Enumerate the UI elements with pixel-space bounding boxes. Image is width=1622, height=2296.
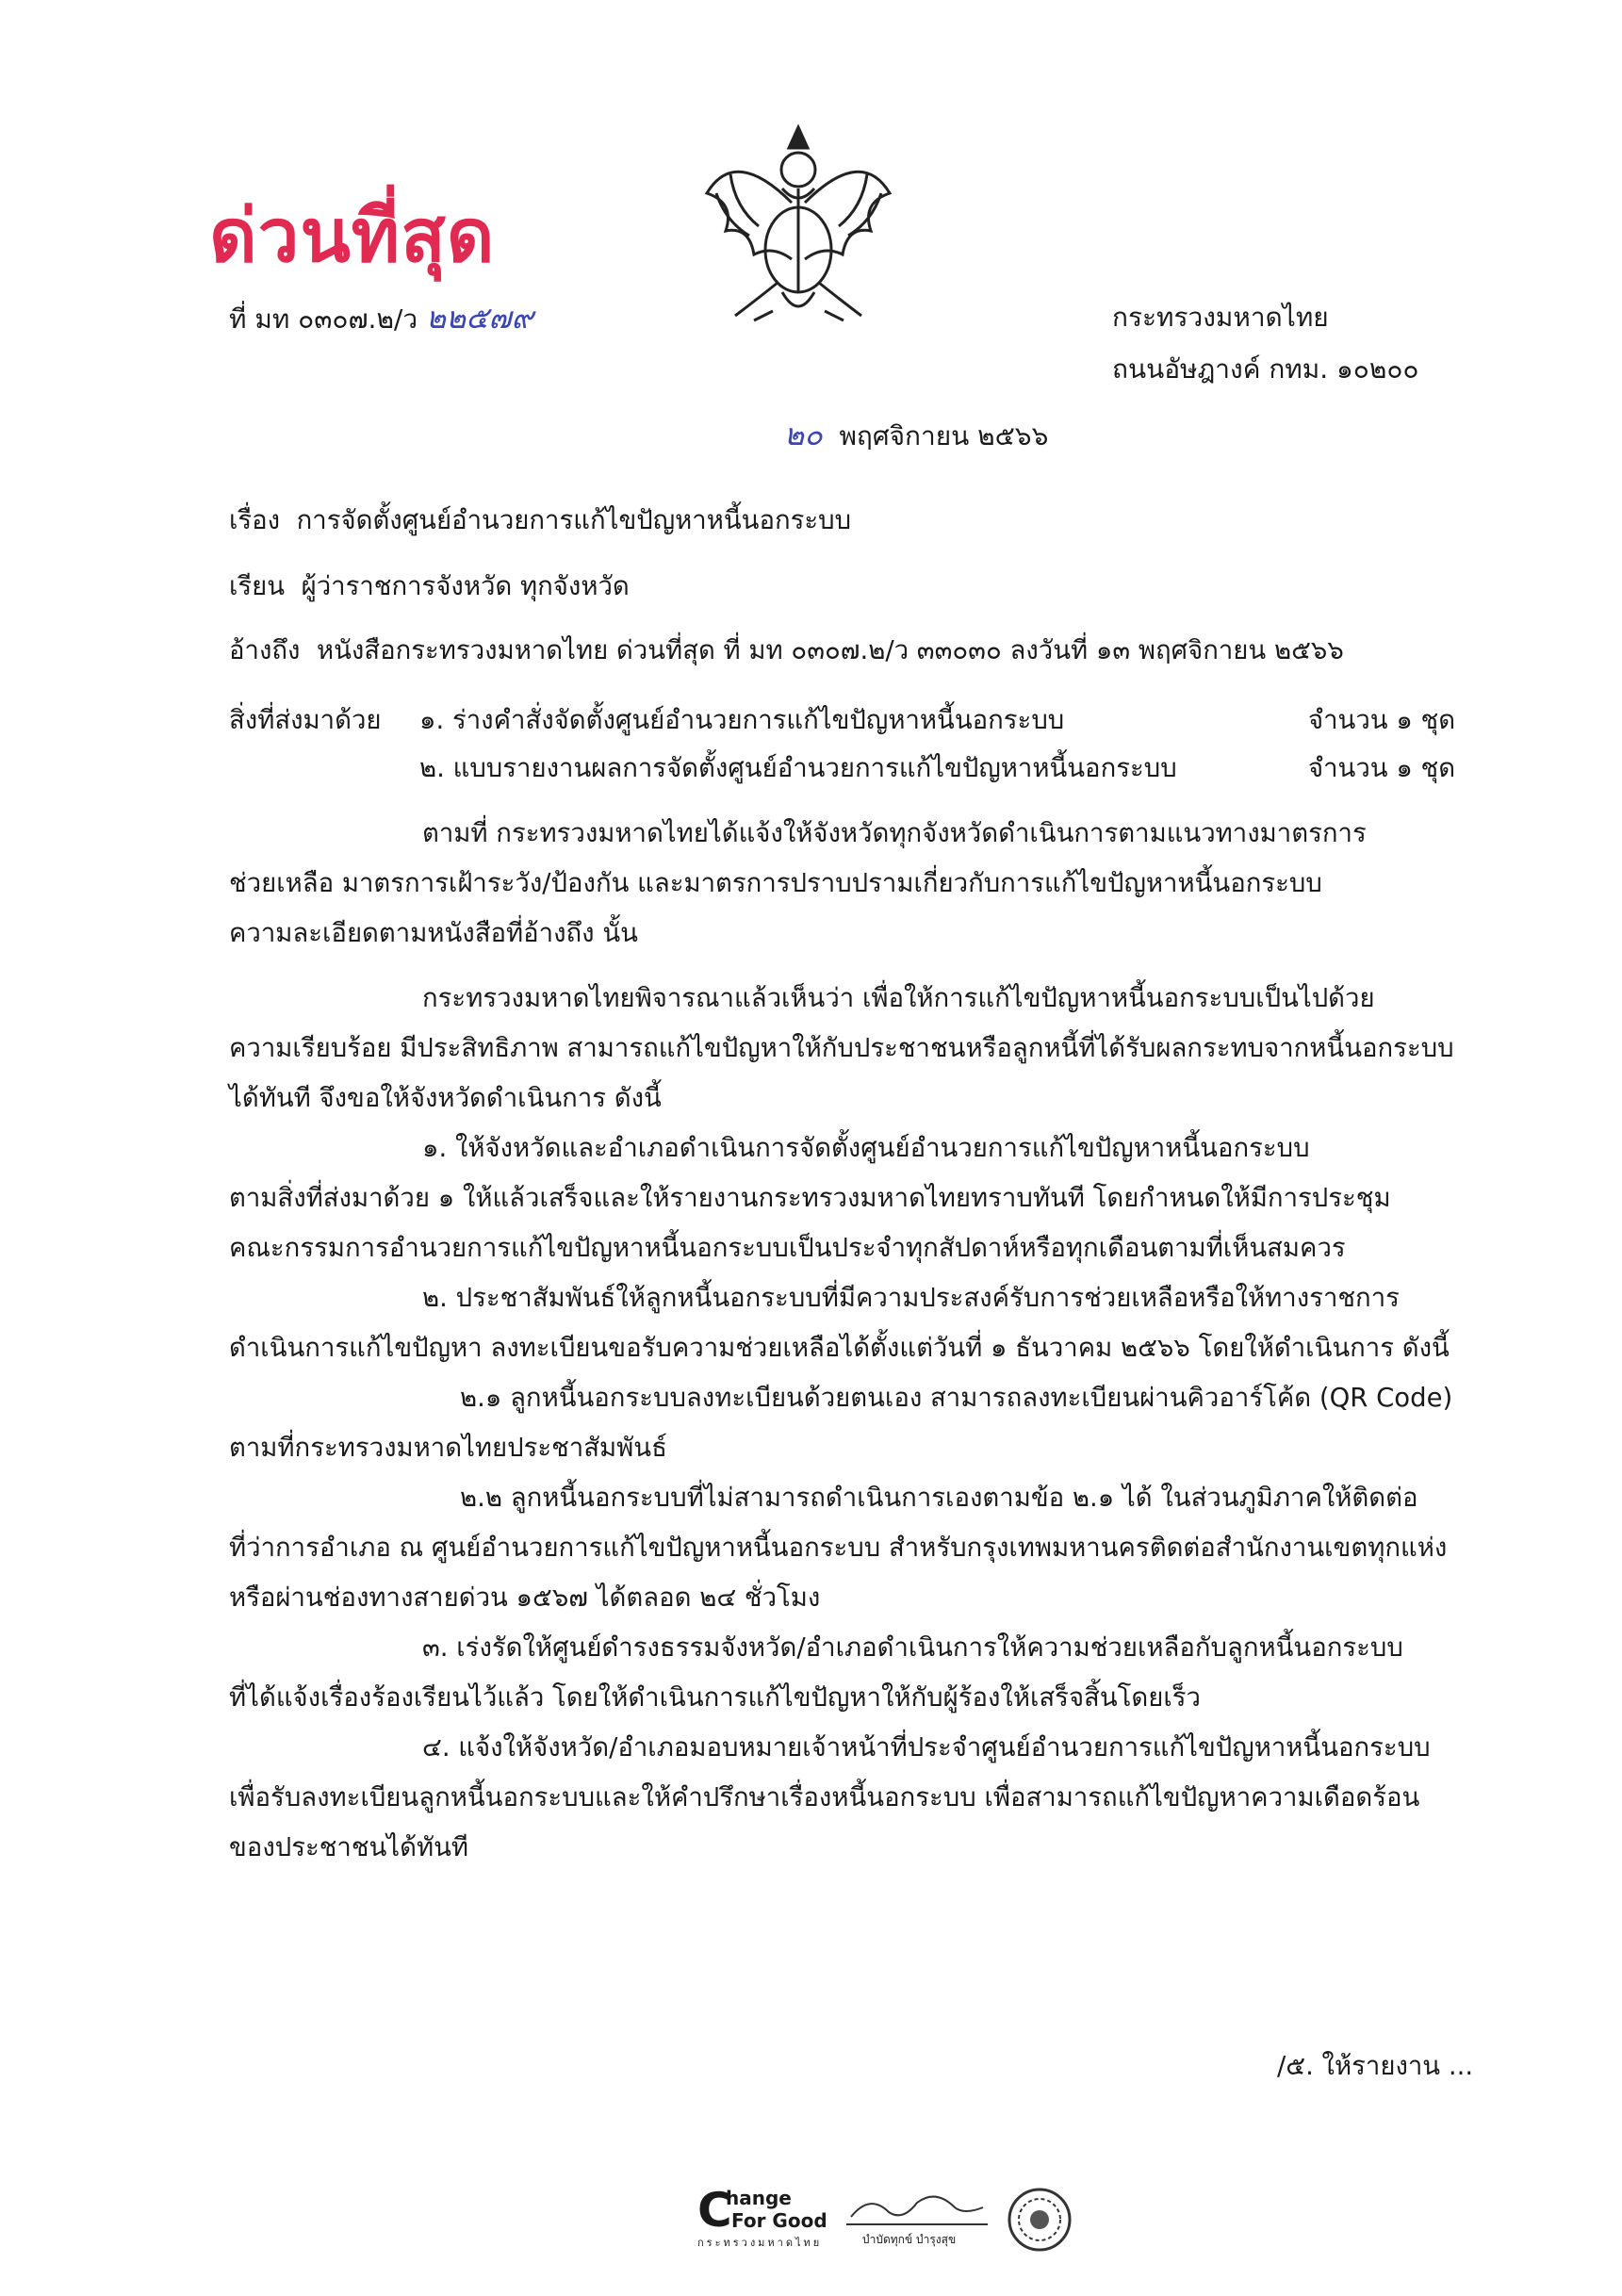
- body-line: ๒.๒ ลูกหนี้นอกระบบที่ไม่สามารถดำเนินการเองตามข้อ ๒.๑ ได้ ในส่วนภูมิภาคให้ติดต่อ: [460, 1483, 1418, 1513]
- body-line: คณะกรรมการอำนวยการแก้ไขปัญหาหนี้นอกระบบเป็นประจำทุกสัปดาห์หรือทุกเดือนตามที่เห็นสมควร: [229, 1233, 1346, 1263]
- garuda-emblem: [697, 118, 900, 339]
- body-line: เพื่อรับลงทะเบียนลูกหนี้นอกระบบและให้คำปรึกษาเรื่องหนี้นอกระบบ เพื่อสามารถแก้ไขปัญหาความเดือดร้อน: [229, 1782, 1420, 1812]
- body-line: ๒. ประชาสัมพันธ์ให้ลูกหนี้นอกระบบที่มีความประสงค์รับการช่วยเหลือหรือให้ทางราชการ: [422, 1283, 1400, 1313]
- body-line: ช่วยเหลือ มาตรการเฝ้าระวัง/ป้องกัน และมาตรการปราบปรามเกี่ยวกับการแก้ไขปัญหาหนี้นอกระบบ: [229, 868, 1322, 898]
- royal-motto-logo: [842, 2185, 992, 2255]
- motto-text: บำบัดทุกข์ บำรุงสุข: [862, 2233, 957, 2246]
- body-line: ตามที่กระทรวงมหาดไทยประชาสัมพันธ์: [229, 1433, 667, 1463]
- body-line: ที่ว่าการอำเภอ ณ ศูนย์อำนวยการแก้ไขปัญหาหนี้นอกระบบ สำหรับกรุงเทพมหานครติดต่อสำนักงานเขตทุกแห่ง: [229, 1533, 1448, 1563]
- ministry-seal-icon: [1007, 2187, 1073, 2253]
- signature-emblem-icon: [842, 2189, 992, 2232]
- enclosures-label: สิ่งที่ส่งมาด้วย: [229, 705, 382, 735]
- body-line: ๔. แจ้งให้จังหวัด/อำเภอมอบหมายเจ้าหน้าที่ประจำศูนย์อำนวยการแก้ไขปัญหาหนี้นอกระบบ: [422, 1732, 1431, 1763]
- body-line: ตามที่ กระทรวงมหาดไทยได้แจ้งให้จังหวัดทุกจังหวัดดำเนินการตามแนวทางมาตรการ: [422, 818, 1367, 848]
- change-for-good-logo: [696, 2185, 837, 2255]
- body-line: กระทรวงมหาดไทยพิจารณาแล้วเห็นว่า เพื่อให้การแก้ไขปัญหาหนี้นอกระบบเป็นไปด้วย: [422, 983, 1375, 1013]
- body-line: ๓. เร่งรัดให้ศูนย์ดำรงธรรมจังหวัด/อำเภอดำเนินการให้ความช่วยเหลือกับลูกหนี้นอกระบบ: [422, 1632, 1403, 1663]
- body-line: ของประชาชนได้ทันที: [229, 1832, 469, 1862]
- document-number: [229, 300, 533, 336]
- logo-sub: กระทรวงมหาดไทย: [697, 2237, 823, 2249]
- body-line: ได้ทันที จึงขอให้จังหวัดดำเนินการ ดังนี้: [229, 1083, 662, 1113]
- enclosure-qty-2: จำนวน ๑ ชุด: [1308, 753, 1456, 783]
- body-line: ตามสิ่งที่ส่งมาด้วย ๑ ให้แล้วเสร็จและให้รายงานกระทรวงมหาดไทยทราบทันที โดยกำหนดให้มีการประชุม: [229, 1183, 1391, 1213]
- body-line: ดำเนินการแก้ไขปัญหา ลงทะเบียนขอรับความช่วยเหลือได้ตั้งแต่วันที่ ๑ ธันวาคม ๒๕๖๖ โดยให้ดำเนินการ ดังนี้: [229, 1333, 1450, 1363]
- document-number-handwritten: ๒๒๕๗๙: [425, 300, 533, 336]
- body-line: ความละเอียดตามหนังสือที่อ้างถึง นั้น: [229, 918, 638, 948]
- date-day-handwritten: ๒๐: [784, 417, 823, 452]
- addressee-label: เรียน: [229, 571, 286, 601]
- body-line: หรือผ่านช่องทางสายด่วน ๑๕๖๗ ได้ตลอด ๒๔ ชั่วโมง: [229, 1583, 821, 1613]
- logo-letter: C: [697, 2183, 732, 2238]
- subject-label: เรื่อง: [229, 505, 281, 535]
- subject-text: การจัดตั้งศูนย์อำนวยการแก้ไขปัญหาหนี้นอกระบบ: [296, 505, 852, 535]
- body-line: ที่ได้แจ้งเรื่องร้องเรียนไว้แล้ว โดยให้ดำเนินการแก้ไขปัญหาให้กับผู้ร้องให้เสร็จสิ้นโดยเร็ว: [229, 1682, 1201, 1713]
- body-line: ความเรียบร้อย มีประสิทธิภาพ สามารถแก้ไขปัญหาให้กับประชาชนหรือลูกหนี้ที่ได้รับผลกระทบจากหนี้นอกระบบ: [229, 1033, 1454, 1063]
- enclosure-item-1: ๑. ร่างคำสั่งจัดตั้งศูนย์อำนวยการแก้ไขปัญหาหนี้นอกระบบ: [419, 705, 1065, 735]
- date-month-year: พฤศจิกายน ๒๕๖๖: [839, 420, 1049, 451]
- enclosure-qty-1: จำนวน ๑ ชุด: [1308, 705, 1456, 735]
- ministry-name: กระทรวงมหาดไทย: [1112, 302, 1329, 333]
- reference-text: หนังสือกระทรวงมหาดไทย ด่วนที่สุด ที่ มท ๐๓๐๗.๒/ว ๓๓๐๓๐ ลงวันที่ ๑๓ พฤศจิกายน ๒๕๖๖: [316, 635, 1344, 665]
- addressee-line: [229, 566, 630, 607]
- subject-line: [229, 500, 851, 541]
- reference-line: [229, 630, 1344, 671]
- document-number-prefix: ที่ มท ๐๓๐๗.๒/ว: [229, 303, 418, 335]
- logo-text-line1: hange: [726, 2187, 792, 2209]
- logo-text-line2: For Good: [731, 2209, 827, 2232]
- body-line: ๒.๑ ลูกหนี้นอกระบบลงทะเบียนด้วยตนเอง สามารถลงทะเบียนผ่านคิวอาร์โค้ด (QR Code): [460, 1383, 1453, 1413]
- enclosure-item-2: ๒. แบบรายงานผลการจัดตั้งศูนย์อำนวยการแก้ไขปัญหาหนี้นอกระบบ: [419, 753, 1177, 783]
- urgency-stamp: ด่วนที่สุด: [209, 194, 496, 279]
- document-date: [784, 417, 1048, 452]
- reference-label: อ้างถึง: [229, 635, 301, 665]
- body-line: ๑. ให้จังหวัดและอำเภอดำเนินการจัดตั้งศูนย์อำนวยการแก้ไขปัญหาหนี้นอกระบบ: [422, 1133, 1310, 1163]
- footer-logos: [696, 2185, 1082, 2255]
- addressee-text: ผู้ว่าราชการจังหวัด ทุกจังหวัด: [301, 571, 630, 601]
- continuation-note: /๕. ให้รายงาน ...: [1277, 2051, 1474, 2081]
- ministry-address: ถนนอัษฎางค์ กทม. ๑๐๒๐๐: [1112, 353, 1419, 385]
